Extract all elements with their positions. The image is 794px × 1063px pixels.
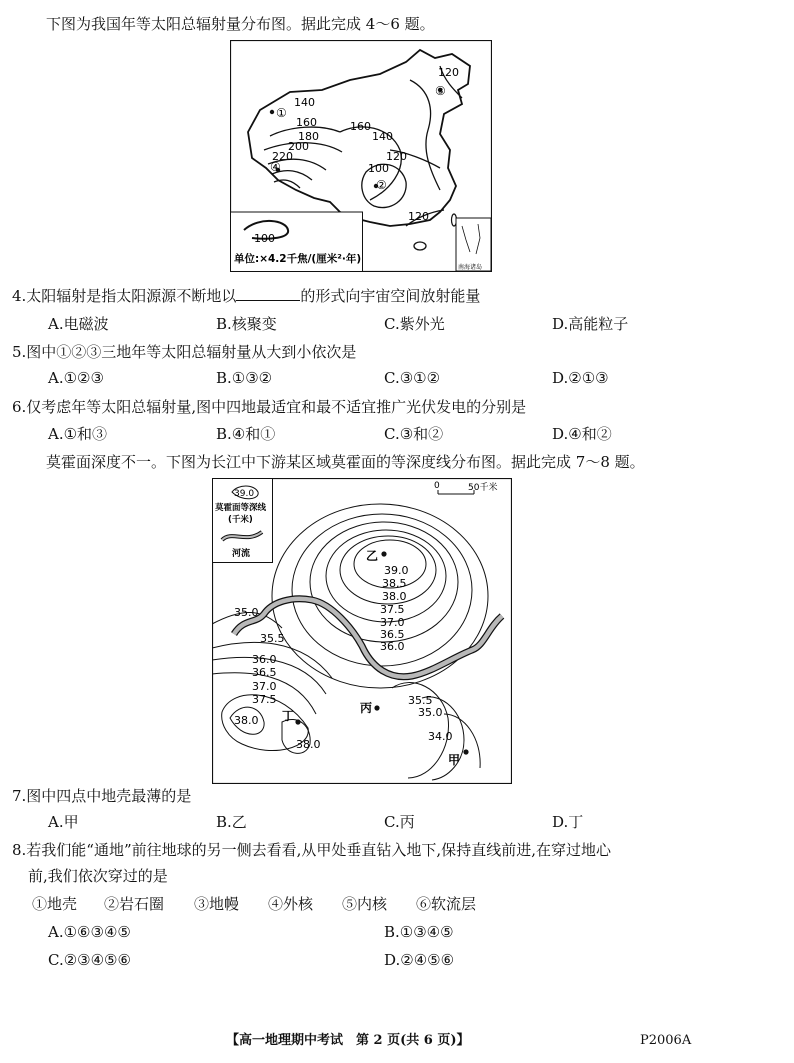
- option-c: C.②③④⑤⑥: [48, 951, 131, 969]
- contour-label: 120: [408, 210, 429, 223]
- intro-text-1: 下图为我国年等太阳总辐射量分布图。据此完成 4～6 题。: [46, 15, 435, 33]
- place-2: ②: [376, 178, 387, 192]
- legend-contour-value: 100: [254, 232, 275, 245]
- option-a: A.①⑥③④⑤: [48, 923, 131, 941]
- q7-options: [48, 812, 748, 832]
- q5-stem: 5.图中①②③三地年等太阳总辐射量从大到小依次是: [12, 343, 357, 361]
- q5-options: [48, 368, 748, 388]
- contour-label: 36.5: [380, 628, 405, 641]
- contour-label: 35.5: [408, 694, 433, 707]
- contour-label: 140: [372, 130, 393, 143]
- contour-label: 37.5: [252, 693, 277, 706]
- q8-stem-line1: 8.若我们能“通地”前往地球的另一侧去看看,从甲处垂直钻入地下,保持直线前进,在穿过地心: [12, 841, 611, 859]
- contour-label: 220: [272, 150, 293, 163]
- option-c: C.丙: [384, 813, 415, 831]
- contour-label: 37.0: [252, 680, 277, 693]
- contour-label: 37.0: [380, 616, 405, 629]
- q8-layer-list: [32, 894, 552, 914]
- q6-stem: 6.仅考虑年等太阳总辐射量,图中四地最适宜和最不适宜推广光伏发电的分别是: [12, 398, 527, 416]
- contour-label: 160: [350, 120, 371, 133]
- layer-item: ③地幔: [194, 895, 240, 913]
- layer-item: ②岩石圈: [104, 895, 165, 913]
- q8-options-row1: [48, 922, 748, 942]
- place-3: ③: [435, 84, 446, 98]
- contour-label: 160: [296, 116, 317, 129]
- page-footer: 【高一地理期中考试 第 2 页(共 6 页)】: [226, 1033, 470, 1048]
- legend-line1: 莫霍面等深线: [215, 503, 267, 513]
- map1-unit-label: 单位:×4.2千焦/(厘米²·年): [234, 253, 362, 265]
- q4-options: [48, 314, 748, 334]
- point-bing: 丙: [360, 701, 373, 715]
- option-a: A.电磁波: [48, 315, 109, 333]
- inset-label: 南海诸岛: [458, 264, 483, 271]
- contour-label: 36.0: [380, 640, 405, 653]
- q6-options: [48, 424, 748, 444]
- scale-zero: 0: [434, 481, 440, 491]
- option-b: B.④和①: [216, 425, 276, 443]
- option-a: A.①和③: [48, 425, 108, 443]
- legend-line2: (千米): [228, 515, 253, 525]
- contour-label: 39.0: [384, 564, 409, 577]
- contour-label: 34.0: [428, 730, 453, 743]
- q4-stem: 4.太阳辐射是指太阳源源不断地以 的形式向宇宙空间放射能量: [12, 287, 481, 305]
- option-d: D.高能粒子: [552, 315, 629, 333]
- layer-item: ⑥软流层: [416, 895, 477, 913]
- contour-label: 38.0: [382, 590, 407, 603]
- option-a: A.甲: [48, 813, 79, 831]
- option-b: B.乙: [216, 813, 247, 831]
- contour-label: 37.5: [380, 603, 405, 616]
- contour-label: 180: [298, 130, 319, 143]
- option-d: D.丁: [552, 813, 584, 831]
- china-solar-radiation-map: [230, 40, 492, 272]
- paper-code: P2006A: [640, 1033, 692, 1048]
- point-jia: 甲: [448, 753, 461, 767]
- contour-label: 120: [386, 150, 407, 163]
- contour-label: 38.5: [382, 577, 407, 590]
- option-a: A.①②③: [48, 369, 104, 387]
- point-ding: 丁: [282, 709, 295, 723]
- option-b: B.①③②: [216, 369, 273, 387]
- q8-options-row2: [48, 950, 748, 970]
- contour-label: 38.0: [296, 738, 321, 751]
- option-c: C.③和②: [384, 425, 444, 443]
- contour-label: 120: [438, 66, 459, 79]
- q8-stem-line2: 前,我们依次穿过的是: [28, 867, 168, 885]
- layer-item: ①地壳: [32, 895, 78, 913]
- contour-label: 35.5: [260, 632, 285, 645]
- contour-label: 36.0: [252, 653, 277, 666]
- contour-label: 38.0: [234, 714, 259, 727]
- option-c: C.③①②: [384, 369, 441, 387]
- contour-label: 35.0: [418, 706, 443, 719]
- scale-label: 50千米: [468, 483, 498, 493]
- intro-text-2: 莫霍面深度不一。下图为长江中下游某区域莫霍面的等深度线分布图。据此完成 7～8 题。: [46, 453, 645, 471]
- contour-label: 35.0: [234, 606, 259, 619]
- q7-stem: 7.图中四点中地壳最薄的是: [12, 787, 192, 805]
- option-c: C.紫外光: [384, 315, 445, 333]
- option-b: B.①③④⑤: [384, 923, 454, 941]
- option-b: B.核聚变: [216, 315, 277, 333]
- answer-blank: [236, 286, 300, 301]
- legend-value: 39.0: [234, 489, 255, 499]
- option-d: D.②④⑤⑥: [384, 951, 455, 969]
- legend-river: 河流: [232, 549, 251, 559]
- place-4: ④: [270, 160, 281, 174]
- layer-item: ④外核: [268, 895, 314, 913]
- contour-label: 140: [294, 96, 315, 109]
- option-d: D.④和②: [552, 425, 612, 443]
- contour-label: 100: [368, 162, 389, 175]
- moho-depth-map: [212, 478, 512, 784]
- layer-item: ⑤内核: [342, 895, 388, 913]
- point-yi: 乙: [366, 549, 379, 563]
- contour-label: 200: [288, 140, 309, 153]
- place-1: ①: [276, 106, 287, 120]
- option-d: D.②①③: [552, 369, 609, 387]
- contour-label: 36.5: [252, 666, 277, 679]
